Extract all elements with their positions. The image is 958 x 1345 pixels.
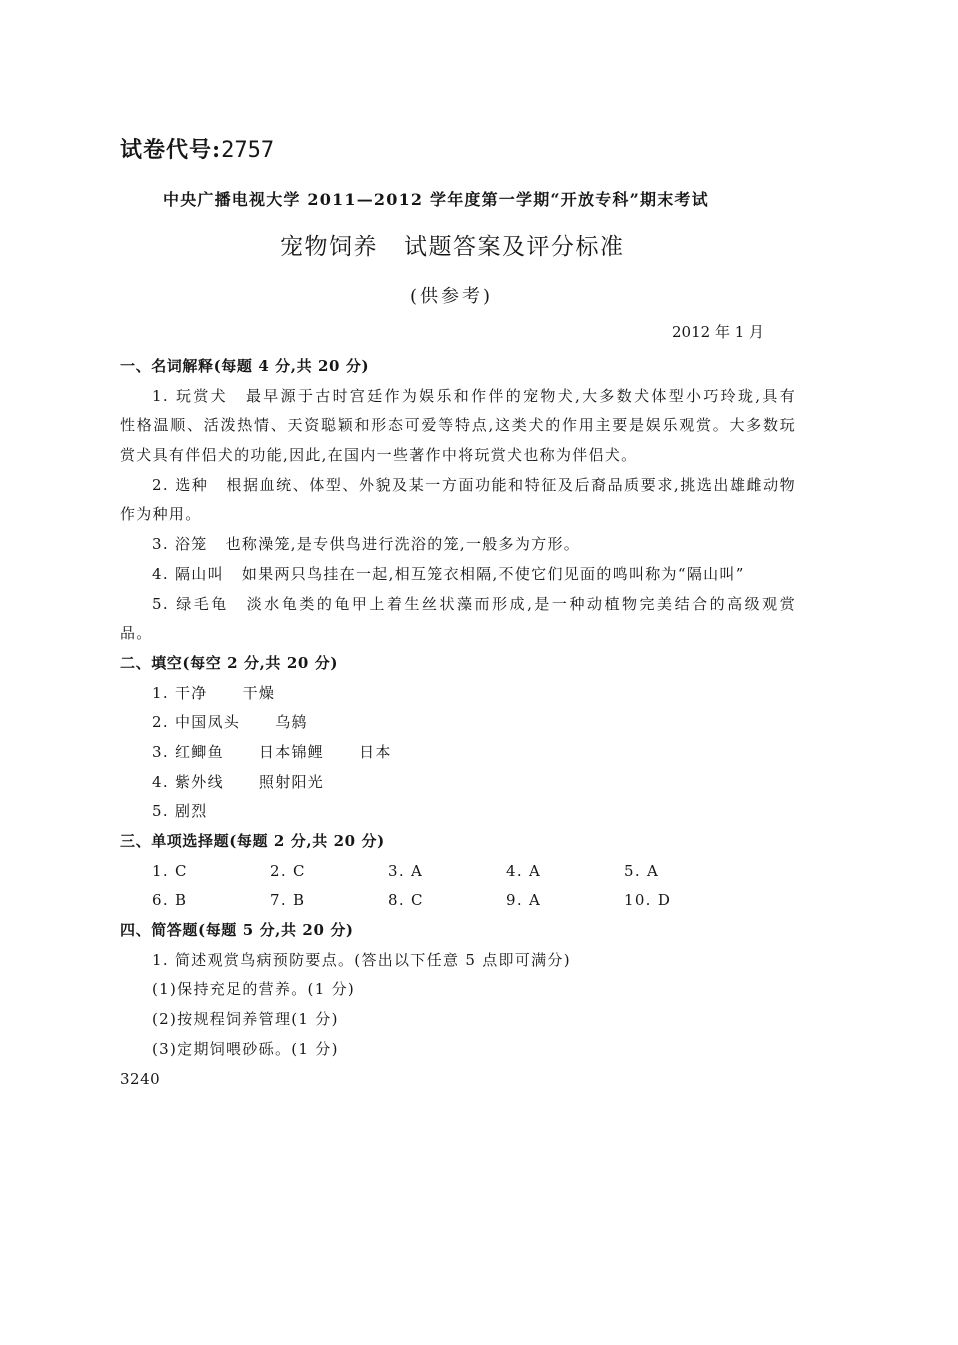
definition-line: 如果两只鸟挂在一起,相互笼衣相隔,不使它们见面的鸣叫称为“隔山叫” [241, 564, 745, 583]
fill-in-answer: 照射阳光 [258, 772, 325, 791]
fill-in-item [120, 797, 796, 827]
fill-in-answer: 干燥 [242, 683, 276, 702]
answer-point: (3)定期饲喂砂砾。(1 分) [152, 1039, 339, 1058]
answer-body [120, 352, 796, 1094]
item-number: 1. [152, 683, 169, 702]
section-heading-short-answer: 四、简答题(每题 5 分,共 20 分) [120, 921, 354, 940]
definition-line: 最早源于古时宫廷作为娱乐和作伴的宠物犬,大多数犬体型小巧玲珑,具有 [245, 386, 796, 405]
fill-in-item [120, 738, 796, 768]
definition-line: 也称澡笼,是专供鸟进行洗浴的笼,一般多为方形。 [225, 535, 581, 554]
choice-answer [388, 857, 506, 887]
choice-letter: A [529, 891, 542, 910]
term: 浴笼 [175, 535, 208, 554]
choice-letter: A [647, 861, 660, 880]
choice-letter: D [657, 891, 672, 910]
fill-in-item [120, 768, 796, 798]
document-date: 2012 年 1 月 [672, 323, 765, 341]
fill-in-item [120, 708, 796, 738]
exam-code-number: 2757 [221, 138, 275, 163]
item-number: 2. [152, 713, 169, 732]
item-number: 2. [270, 861, 287, 880]
exam-code-label: 试卷代号: [120, 137, 222, 163]
term: 选种 [175, 475, 209, 494]
choice-answer [270, 886, 388, 916]
choice-answer [506, 857, 624, 887]
item-number: 6. [152, 891, 169, 910]
choice-answer-row [120, 886, 796, 916]
choice-letter: C [175, 861, 188, 880]
item-number: 3. [152, 742, 169, 761]
item-number: 1. [152, 386, 169, 405]
question-text: 简述观赏鸟病预防要点。(答出以下任意 5 点即可满分) [175, 950, 571, 969]
item-number: 7. [270, 891, 287, 910]
term: 绿毛龟 [176, 594, 229, 613]
item-number: 4. [152, 772, 169, 791]
section-heading-terms: 一、名词解释(每题 4 分,共 20 分) [120, 357, 370, 375]
short-answer-question [120, 946, 796, 976]
choice-letter: B [293, 891, 306, 910]
item-number: 5. [152, 802, 169, 821]
item-number: 3. [152, 535, 169, 554]
choice-letter: C [411, 891, 424, 910]
item-number: 2. [152, 475, 169, 494]
definition-line: 作为种用。 [120, 505, 202, 524]
fill-in-answer: 日本 [359, 742, 392, 761]
item-number: 4. [506, 861, 523, 880]
page-number: 3240 [120, 1069, 161, 1088]
choice-answer [506, 886, 624, 916]
course-title [280, 232, 625, 262]
document-title: 试题答案及评分标准 [404, 234, 625, 260]
term-item [120, 590, 796, 620]
choice-answer [624, 857, 742, 887]
item-number: 8. [388, 891, 405, 910]
choice-answer [388, 886, 506, 916]
fill-in-answer: 中国凤头 [175, 713, 241, 732]
term-item [120, 530, 796, 560]
choice-answer-row [120, 857, 796, 887]
item-number: 10. [624, 891, 652, 910]
definition-line: 根据血统、体型、外貌及某一方面功能和特征及后裔品质要求,挑选出雄雌动物 [226, 475, 796, 494]
choice-answer [624, 886, 742, 916]
fill-in-item [120, 679, 796, 709]
choice-answer [152, 857, 270, 887]
definition-line: 品。 [120, 624, 153, 643]
term-item [120, 382, 796, 412]
fill-in-answer: 红鲫鱼 [175, 742, 224, 761]
answer-point: (2)按规程饲养管理(1 分) [152, 1010, 339, 1029]
term: 玩赏犬 [176, 386, 228, 405]
reference-note: (供参考) [410, 286, 494, 307]
definition-line: 性格温顺、活泼热情、天资聪颖和形态可爱等特点,这类犬的作用主要是娱乐观赏。大多数玩 [120, 416, 796, 435]
definition-line: 赏犬具有伴侣犬的功能,因此,在国内一些著作中将玩赏犬也称为伴侣犬。 [120, 446, 638, 465]
choice-letter: B [175, 891, 188, 910]
answer-point: (1)保持充足的营养。(1 分) [152, 980, 356, 999]
choice-letter: A [529, 861, 542, 880]
item-number: 9. [506, 891, 523, 910]
fill-in-answer: 干净 [175, 683, 208, 702]
item-number: 5. [624, 861, 641, 880]
fill-in-answer: 紫外线 [175, 772, 224, 791]
section-heading-fill-in: 二、填空(每空 2 分,共 20 分) [120, 653, 339, 672]
choice-answer [270, 857, 388, 887]
choice-letter: C [293, 861, 306, 880]
fill-in-answer: 剧烈 [175, 802, 208, 821]
term-item [120, 471, 796, 501]
item-number: 5. [152, 594, 169, 613]
choice-answer [152, 886, 270, 916]
fill-in-answer: 日本锦鲤 [258, 742, 325, 761]
choice-letter: A [411, 861, 424, 880]
definition-line: 淡水龟类的龟甲上着生丝状藻而形成,是一种动植物完美结合的高级观赏 [246, 594, 796, 613]
course-name: 宠物饲养 [280, 234, 378, 260]
fill-in-answer: 乌鸫 [275, 713, 308, 732]
item-number: 4. [152, 564, 169, 583]
section-heading-multiple-choice: 三、单项选择题(每题 2 分,共 20 分) [120, 832, 385, 850]
exam-code [120, 134, 274, 167]
item-number: 3. [388, 861, 405, 880]
term-item [120, 560, 796, 590]
item-number: 1. [152, 950, 169, 969]
exam-title: 中央广播电视大学 2011—2012 学年度第一学期“开放专科”期末考试 [163, 190, 709, 209]
term: 隔山叫 [175, 564, 224, 583]
item-number: 1. [152, 861, 169, 880]
